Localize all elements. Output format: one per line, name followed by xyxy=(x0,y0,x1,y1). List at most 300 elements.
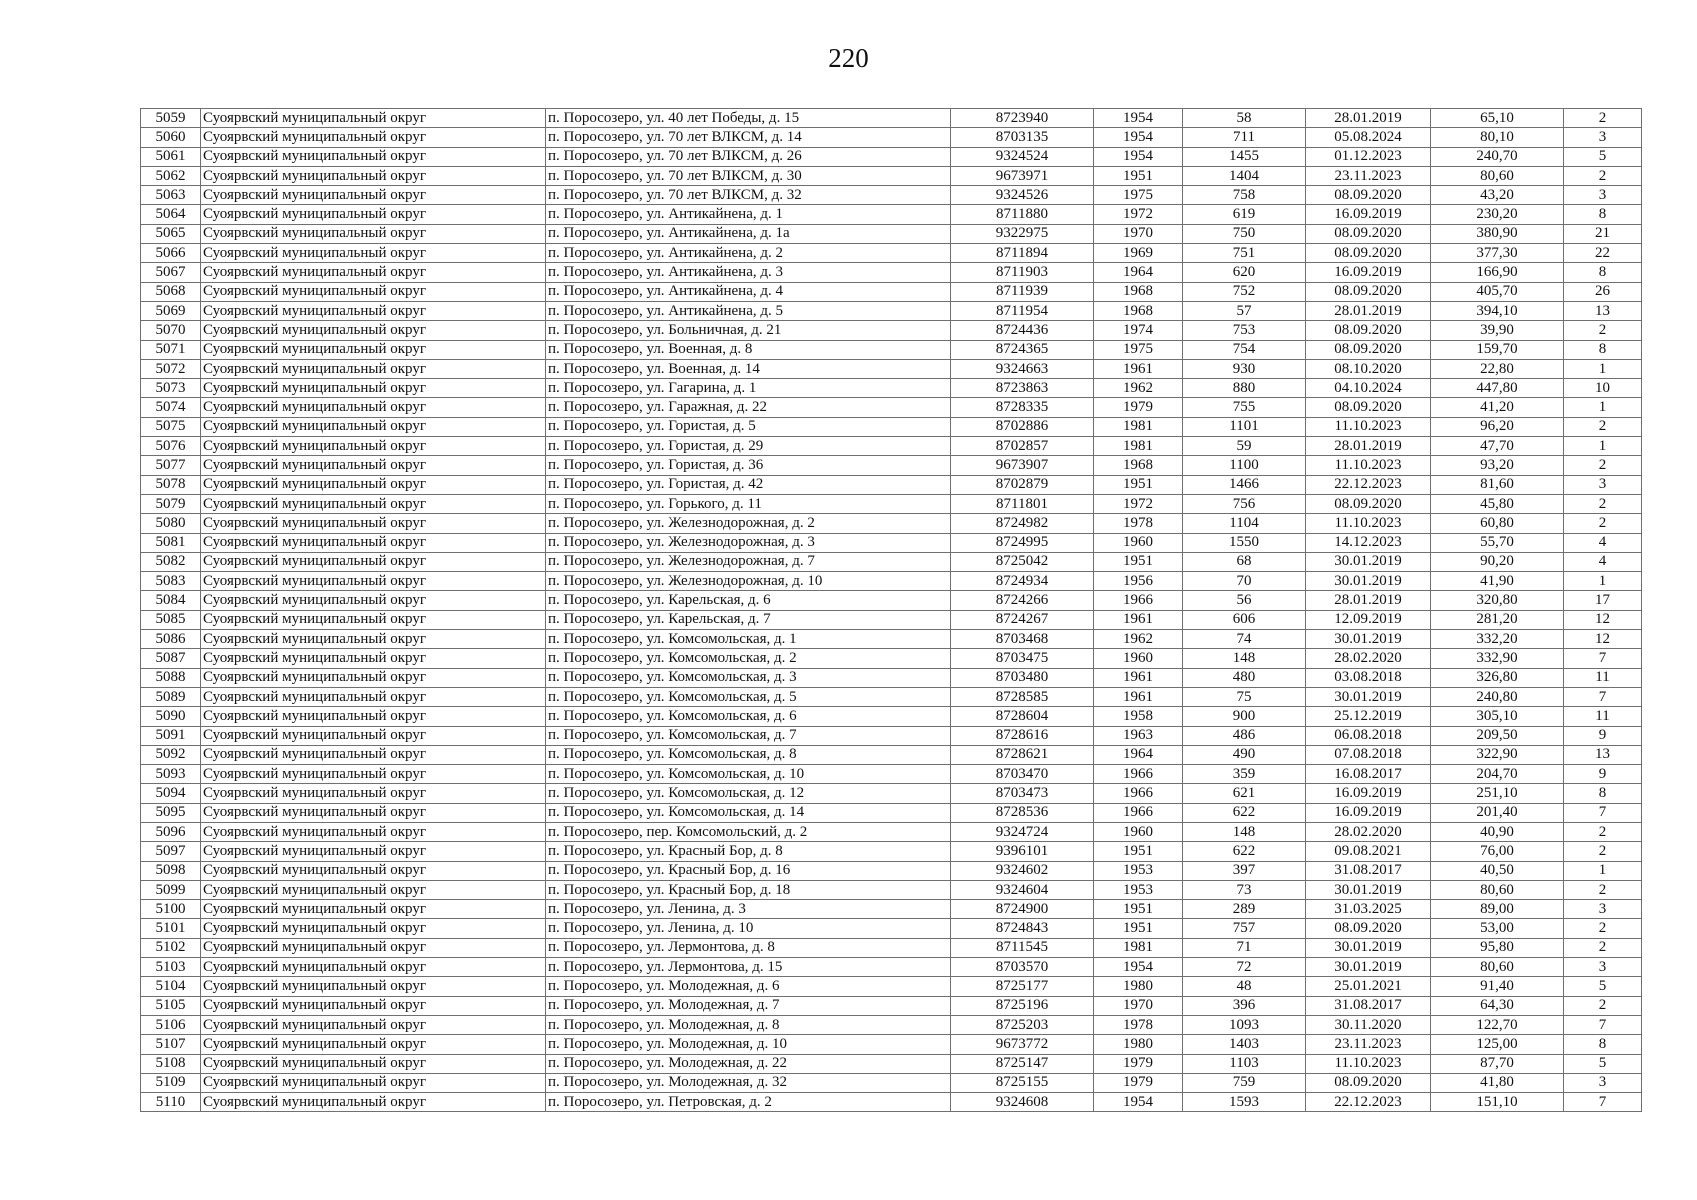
residents-cell: 13 xyxy=(1564,301,1642,320)
year-cell: 1958 xyxy=(1094,707,1183,726)
address-cell: п. Поросозеро, ул. Ленина, д. 10 xyxy=(546,919,951,938)
area-cell: 93,20 xyxy=(1431,456,1564,475)
date-cell: 23.11.2023 xyxy=(1306,1035,1431,1054)
residents-cell: 8 xyxy=(1564,784,1642,803)
area-cell: 405,70 xyxy=(1431,282,1564,301)
residents-cell: 13 xyxy=(1564,745,1642,764)
table-row xyxy=(141,147,1642,166)
date-cell: 16.09.2019 xyxy=(1306,263,1431,282)
year-cell: 1968 xyxy=(1094,456,1183,475)
date-cell: 28.02.2020 xyxy=(1306,822,1431,841)
district-cell: Суоярвский муниципальный округ xyxy=(201,533,546,552)
object-code-cell: 8703475 xyxy=(951,649,1094,668)
residents-cell: 3 xyxy=(1564,128,1642,147)
area-cell: 305,10 xyxy=(1431,707,1564,726)
year-cell: 1980 xyxy=(1094,977,1183,996)
document-number-cell: 1103 xyxy=(1183,1054,1306,1073)
residents-cell: 7 xyxy=(1564,1093,1642,1112)
row-number-cell: 5071 xyxy=(141,340,201,359)
year-cell: 1961 xyxy=(1094,610,1183,629)
district-cell: Суоярвский муниципальный округ xyxy=(201,514,546,533)
table-row xyxy=(141,745,1642,764)
table-row xyxy=(141,494,1642,513)
residents-cell: 26 xyxy=(1564,282,1642,301)
row-number-cell: 5069 xyxy=(141,301,201,320)
year-cell: 1951 xyxy=(1094,900,1183,919)
row-number-cell: 5108 xyxy=(141,1054,201,1073)
object-code-cell: 8711903 xyxy=(951,263,1094,282)
residents-cell: 2 xyxy=(1564,456,1642,475)
table-row xyxy=(141,437,1642,456)
row-number-cell: 5099 xyxy=(141,880,201,899)
table-row xyxy=(141,244,1642,263)
row-number-cell: 5080 xyxy=(141,514,201,533)
address-cell: п. Поросозеро, ул. Молодежная, д. 6 xyxy=(546,977,951,996)
table-row xyxy=(141,996,1642,1015)
document-number-cell: 56 xyxy=(1183,591,1306,610)
year-cell: 1979 xyxy=(1094,398,1183,417)
object-code-cell: 8724934 xyxy=(951,572,1094,591)
row-number-cell: 5059 xyxy=(141,109,201,128)
district-cell: Суоярвский муниципальный округ xyxy=(201,359,546,378)
area-cell: 80,10 xyxy=(1431,128,1564,147)
date-cell: 30.01.2019 xyxy=(1306,572,1431,591)
document-number-cell: 359 xyxy=(1183,765,1306,784)
district-cell: Суоярвский муниципальный округ xyxy=(201,301,546,320)
address-cell: п. Поросозеро, ул. Молодежная, д. 22 xyxy=(546,1054,951,1073)
table-row xyxy=(141,630,1642,649)
year-cell: 1964 xyxy=(1094,263,1183,282)
area-cell: 332,20 xyxy=(1431,630,1564,649)
table-row xyxy=(141,282,1642,301)
object-code-cell: 9324526 xyxy=(951,186,1094,205)
document-number-cell: 1093 xyxy=(1183,1015,1306,1034)
document-number-cell: 75 xyxy=(1183,687,1306,706)
year-cell: 1951 xyxy=(1094,552,1183,571)
object-code-cell: 8702879 xyxy=(951,475,1094,494)
area-cell: 65,10 xyxy=(1431,109,1564,128)
year-cell: 1954 xyxy=(1094,147,1183,166)
area-cell: 95,80 xyxy=(1431,938,1564,957)
year-cell: 1972 xyxy=(1094,205,1183,224)
object-code-cell: 8725155 xyxy=(951,1073,1094,1092)
document-number-cell: 755 xyxy=(1183,398,1306,417)
row-number-cell: 5072 xyxy=(141,359,201,378)
object-code-cell: 8725042 xyxy=(951,552,1094,571)
object-code-cell: 8703480 xyxy=(951,668,1094,687)
area-cell: 76,00 xyxy=(1431,842,1564,861)
address-cell: п. Поросозеро, ул. Комсомольская, д. 12 xyxy=(546,784,951,803)
object-code-cell: 8724365 xyxy=(951,340,1094,359)
year-cell: 1962 xyxy=(1094,379,1183,398)
document-number-cell: 622 xyxy=(1183,842,1306,861)
address-cell: п. Поросозеро, ул. 70 лет ВЛКСМ, д. 14 xyxy=(546,128,951,147)
document-number-cell: 750 xyxy=(1183,224,1306,243)
date-cell: 31.03.2025 xyxy=(1306,900,1431,919)
area-cell: 380,90 xyxy=(1431,224,1564,243)
area-cell: 209,50 xyxy=(1431,726,1564,745)
area-cell: 39,90 xyxy=(1431,321,1564,340)
residents-cell: 11 xyxy=(1564,707,1642,726)
object-code-cell: 8724266 xyxy=(951,591,1094,610)
date-cell: 30.01.2019 xyxy=(1306,880,1431,899)
residents-cell: 3 xyxy=(1564,900,1642,919)
address-cell: п. Поросозеро, ул. Военная, д. 14 xyxy=(546,359,951,378)
address-cell: п. Поросозеро, ул. Антикайнена, д. 4 xyxy=(546,282,951,301)
document-number-cell: 397 xyxy=(1183,861,1306,880)
address-cell: п. Поросозеро, ул. Комсомольская, д. 5 xyxy=(546,687,951,706)
document-number-cell: 757 xyxy=(1183,919,1306,938)
year-cell: 1981 xyxy=(1094,437,1183,456)
table-row xyxy=(141,1073,1642,1092)
table-row xyxy=(141,707,1642,726)
year-cell: 1954 xyxy=(1094,958,1183,977)
object-code-cell: 8724843 xyxy=(951,919,1094,938)
area-cell: 447,80 xyxy=(1431,379,1564,398)
district-cell: Суоярвский муниципальный округ xyxy=(201,109,546,128)
row-number-cell: 5062 xyxy=(141,166,201,185)
table-row xyxy=(141,301,1642,320)
district-cell: Суоярвский муниципальный округ xyxy=(201,1093,546,1112)
address-cell: п. Поросозеро, ул. Красный Бор, д. 18 xyxy=(546,880,951,899)
year-cell: 1968 xyxy=(1094,301,1183,320)
date-cell: 08.09.2020 xyxy=(1306,224,1431,243)
area-cell: 41,20 xyxy=(1431,398,1564,417)
residents-cell: 5 xyxy=(1564,147,1642,166)
district-cell: Суоярвский муниципальный округ xyxy=(201,822,546,841)
district-cell: Суоярвский муниципальный округ xyxy=(201,745,546,764)
residents-cell: 1 xyxy=(1564,861,1642,880)
residents-cell: 3 xyxy=(1564,186,1642,205)
district-cell: Суоярвский муниципальный округ xyxy=(201,880,546,899)
area-cell: 326,80 xyxy=(1431,668,1564,687)
year-cell: 1961 xyxy=(1094,668,1183,687)
table-row xyxy=(141,263,1642,282)
residents-cell: 21 xyxy=(1564,224,1642,243)
date-cell: 08.09.2020 xyxy=(1306,919,1431,938)
address-cell: п. Поросозеро, ул. Гористая, д. 5 xyxy=(546,417,951,436)
object-code-cell: 9673907 xyxy=(951,456,1094,475)
table-row xyxy=(141,186,1642,205)
address-cell: п. Поросозеро, ул. Комсомольская, д. 14 xyxy=(546,803,951,822)
table-row xyxy=(141,417,1642,436)
table-row xyxy=(141,784,1642,803)
date-cell: 08.09.2020 xyxy=(1306,1073,1431,1092)
row-number-cell: 5097 xyxy=(141,842,201,861)
district-cell: Суоярвский муниципальный округ xyxy=(201,147,546,166)
object-code-cell: 9324663 xyxy=(951,359,1094,378)
residents-cell: 2 xyxy=(1564,880,1642,899)
date-cell: 01.12.2023 xyxy=(1306,147,1431,166)
year-cell: 1966 xyxy=(1094,591,1183,610)
address-cell: п. Поросозеро, ул. Молодежная, д. 32 xyxy=(546,1073,951,1092)
object-code-cell: 8702886 xyxy=(951,417,1094,436)
table-row xyxy=(141,109,1642,128)
residents-cell: 8 xyxy=(1564,263,1642,282)
object-code-cell: 8728616 xyxy=(951,726,1094,745)
document-number-cell: 1550 xyxy=(1183,533,1306,552)
area-cell: 240,80 xyxy=(1431,687,1564,706)
district-cell: Суоярвский муниципальный округ xyxy=(201,572,546,591)
address-cell: п. Поросозеро, ул. 70 лет ВЛКСМ, д. 26 xyxy=(546,147,951,166)
date-cell: 06.08.2018 xyxy=(1306,726,1431,745)
district-cell: Суоярвский муниципальный округ xyxy=(201,128,546,147)
object-code-cell: 8711545 xyxy=(951,938,1094,957)
row-number-cell: 5070 xyxy=(141,321,201,340)
document-number-cell: 619 xyxy=(1183,205,1306,224)
address-cell: п. Поросозеро, ул. Железнодорожная, д. 10 xyxy=(546,572,951,591)
document-number-cell: 930 xyxy=(1183,359,1306,378)
row-number-cell: 5074 xyxy=(141,398,201,417)
residents-cell: 7 xyxy=(1564,803,1642,822)
document-number-cell: 711 xyxy=(1183,128,1306,147)
district-cell: Суоярвский муниципальный округ xyxy=(201,707,546,726)
row-number-cell: 5096 xyxy=(141,822,201,841)
address-cell: п. Поросозеро, ул. Антикайнена, д. 1а xyxy=(546,224,951,243)
address-cell: п. Поросозеро, ул. Военная, д. 8 xyxy=(546,340,951,359)
row-number-cell: 5089 xyxy=(141,687,201,706)
residents-cell: 1 xyxy=(1564,572,1642,591)
district-cell: Суоярвский муниципальный округ xyxy=(201,494,546,513)
date-cell: 11.10.2023 xyxy=(1306,417,1431,436)
object-code-cell: 8723863 xyxy=(951,379,1094,398)
object-code-cell: 9324604 xyxy=(951,880,1094,899)
address-cell: п. Поросозеро, ул. Комсомольская, д. 8 xyxy=(546,745,951,764)
row-number-cell: 5082 xyxy=(141,552,201,571)
residents-cell: 5 xyxy=(1564,977,1642,996)
year-cell: 1975 xyxy=(1094,340,1183,359)
table-row xyxy=(141,668,1642,687)
object-code-cell: 9673772 xyxy=(951,1035,1094,1054)
area-cell: 201,40 xyxy=(1431,803,1564,822)
date-cell: 22.12.2023 xyxy=(1306,475,1431,494)
date-cell: 16.09.2019 xyxy=(1306,803,1431,822)
document-number-cell: 480 xyxy=(1183,668,1306,687)
date-cell: 25.01.2021 xyxy=(1306,977,1431,996)
row-number-cell: 5076 xyxy=(141,437,201,456)
table-row xyxy=(141,398,1642,417)
year-cell: 1978 xyxy=(1094,1015,1183,1034)
residents-cell: 9 xyxy=(1564,765,1642,784)
date-cell: 08.09.2020 xyxy=(1306,321,1431,340)
year-cell: 1951 xyxy=(1094,919,1183,938)
district-cell: Суоярвский муниципальный округ xyxy=(201,379,546,398)
district-cell: Суоярвский муниципальный округ xyxy=(201,224,546,243)
year-cell: 1968 xyxy=(1094,282,1183,301)
year-cell: 1954 xyxy=(1094,109,1183,128)
document-number-cell: 70 xyxy=(1183,572,1306,591)
table-row xyxy=(141,456,1642,475)
row-number-cell: 5100 xyxy=(141,900,201,919)
object-code-cell: 8723940 xyxy=(951,109,1094,128)
table-row xyxy=(141,552,1642,571)
residents-cell: 7 xyxy=(1564,687,1642,706)
table-row xyxy=(141,359,1642,378)
document-number-cell: 289 xyxy=(1183,900,1306,919)
registry-table-body xyxy=(141,109,1642,1112)
table-row xyxy=(141,880,1642,899)
document-number-cell: 620 xyxy=(1183,263,1306,282)
residents-cell: 17 xyxy=(1564,591,1642,610)
row-number-cell: 5098 xyxy=(141,861,201,880)
year-cell: 1951 xyxy=(1094,475,1183,494)
address-cell: п. Поросозеро, ул. Лермонтова, д. 15 xyxy=(546,958,951,977)
area-cell: 281,20 xyxy=(1431,610,1564,629)
row-number-cell: 5091 xyxy=(141,726,201,745)
year-cell: 1963 xyxy=(1094,726,1183,745)
area-cell: 41,80 xyxy=(1431,1073,1564,1092)
date-cell: 30.01.2019 xyxy=(1306,958,1431,977)
document-number-cell: 486 xyxy=(1183,726,1306,745)
residents-cell: 2 xyxy=(1564,938,1642,957)
date-cell: 12.09.2019 xyxy=(1306,610,1431,629)
date-cell: 31.08.2017 xyxy=(1306,996,1431,1015)
date-cell: 28.01.2019 xyxy=(1306,301,1431,320)
area-cell: 80,60 xyxy=(1431,880,1564,899)
address-cell: п. Поросозеро, ул. 70 лет ВЛКСМ, д. 30 xyxy=(546,166,951,185)
table-row xyxy=(141,977,1642,996)
table-row xyxy=(141,321,1642,340)
table-row xyxy=(141,803,1642,822)
year-cell: 1981 xyxy=(1094,417,1183,436)
table-row xyxy=(141,938,1642,957)
residents-cell: 9 xyxy=(1564,726,1642,745)
table-row xyxy=(141,726,1642,745)
area-cell: 96,20 xyxy=(1431,417,1564,436)
object-code-cell: 8724900 xyxy=(951,900,1094,919)
table-row xyxy=(141,1035,1642,1054)
district-cell: Суоярвский муниципальный округ xyxy=(201,958,546,977)
address-cell: п. Поросозеро, ул. Петровская, д. 2 xyxy=(546,1093,951,1112)
year-cell: 1980 xyxy=(1094,1035,1183,1054)
object-code-cell: 8725203 xyxy=(951,1015,1094,1034)
residents-cell: 10 xyxy=(1564,379,1642,398)
year-cell: 1966 xyxy=(1094,803,1183,822)
area-cell: 45,80 xyxy=(1431,494,1564,513)
year-cell: 1961 xyxy=(1094,359,1183,378)
document-number-cell: 900 xyxy=(1183,707,1306,726)
row-number-cell: 5102 xyxy=(141,938,201,957)
date-cell: 16.09.2019 xyxy=(1306,205,1431,224)
district-cell: Суоярвский муниципальный округ xyxy=(201,630,546,649)
table-row xyxy=(141,687,1642,706)
table-row xyxy=(141,958,1642,977)
address-cell: п. Поросозеро, ул. Комсомольская, д. 3 xyxy=(546,668,951,687)
residents-cell: 3 xyxy=(1564,958,1642,977)
date-cell: 08.10.2020 xyxy=(1306,359,1431,378)
residents-cell: 2 xyxy=(1564,822,1642,841)
object-code-cell: 9324608 xyxy=(951,1093,1094,1112)
residents-cell: 8 xyxy=(1564,340,1642,359)
residents-cell: 22 xyxy=(1564,244,1642,263)
district-cell: Суоярвский муниципальный округ xyxy=(201,977,546,996)
district-cell: Суоярвский муниципальный округ xyxy=(201,437,546,456)
district-cell: Суоярвский муниципальный округ xyxy=(201,996,546,1015)
row-number-cell: 5087 xyxy=(141,649,201,668)
table-row xyxy=(141,514,1642,533)
date-cell: 05.08.2024 xyxy=(1306,128,1431,147)
residents-cell: 12 xyxy=(1564,630,1642,649)
district-cell: Суоярвский муниципальный округ xyxy=(201,321,546,340)
object-code-cell: 8724436 xyxy=(951,321,1094,340)
area-cell: 151,10 xyxy=(1431,1093,1564,1112)
area-cell: 125,00 xyxy=(1431,1035,1564,1054)
date-cell: 11.10.2023 xyxy=(1306,1054,1431,1073)
area-cell: 22,80 xyxy=(1431,359,1564,378)
document-number-cell: 622 xyxy=(1183,803,1306,822)
row-number-cell: 5101 xyxy=(141,919,201,938)
address-cell: п. Поросозеро, ул. Красный Бор, д. 16 xyxy=(546,861,951,880)
area-cell: 204,70 xyxy=(1431,765,1564,784)
residents-cell: 11 xyxy=(1564,668,1642,687)
object-code-cell: 8724982 xyxy=(951,514,1094,533)
area-cell: 60,80 xyxy=(1431,514,1564,533)
document-number-cell: 752 xyxy=(1183,282,1306,301)
date-cell: 16.08.2017 xyxy=(1306,765,1431,784)
district-cell: Суоярвский муниципальный округ xyxy=(201,244,546,263)
object-code-cell: 9324602 xyxy=(951,861,1094,880)
address-cell: п. Поросозеро, ул. Горького, д. 11 xyxy=(546,494,951,513)
table-row xyxy=(141,1054,1642,1073)
object-code-cell: 8711880 xyxy=(951,205,1094,224)
table-row xyxy=(141,900,1642,919)
district-cell: Суоярвский муниципальный округ xyxy=(201,417,546,436)
year-cell: 1970 xyxy=(1094,996,1183,1015)
address-cell: п. Поросозеро, ул. Молодежная, д. 10 xyxy=(546,1035,951,1054)
date-cell: 31.08.2017 xyxy=(1306,861,1431,880)
object-code-cell: 8728604 xyxy=(951,707,1094,726)
table-row xyxy=(141,166,1642,185)
object-code-cell: 8703468 xyxy=(951,630,1094,649)
area-cell: 90,20 xyxy=(1431,552,1564,571)
row-number-cell: 5092 xyxy=(141,745,201,764)
district-cell: Суоярвский муниципальный округ xyxy=(201,1054,546,1073)
row-number-cell: 5085 xyxy=(141,610,201,629)
address-cell: п. Поросозеро, ул. Гагарина, д. 1 xyxy=(546,379,951,398)
area-cell: 81,60 xyxy=(1431,475,1564,494)
district-cell: Суоярвский муниципальный округ xyxy=(201,687,546,706)
object-code-cell: 8728536 xyxy=(951,803,1094,822)
table-row xyxy=(141,475,1642,494)
year-cell: 1956 xyxy=(1094,572,1183,591)
document-number-cell: 758 xyxy=(1183,186,1306,205)
area-cell: 43,20 xyxy=(1431,186,1564,205)
row-number-cell: 5064 xyxy=(141,205,201,224)
date-cell: 03.08.2018 xyxy=(1306,668,1431,687)
date-cell: 30.11.2020 xyxy=(1306,1015,1431,1034)
date-cell: 14.12.2023 xyxy=(1306,533,1431,552)
year-cell: 1979 xyxy=(1094,1054,1183,1073)
date-cell: 28.01.2019 xyxy=(1306,109,1431,128)
year-cell: 1981 xyxy=(1094,938,1183,957)
district-cell: Суоярвский муниципальный округ xyxy=(201,765,546,784)
document-number-cell: 1101 xyxy=(1183,417,1306,436)
row-number-cell: 5081 xyxy=(141,533,201,552)
year-cell: 1969 xyxy=(1094,244,1183,263)
date-cell: 25.12.2019 xyxy=(1306,707,1431,726)
area-cell: 322,90 xyxy=(1431,745,1564,764)
area-cell: 53,00 xyxy=(1431,919,1564,938)
year-cell: 1960 xyxy=(1094,649,1183,668)
document-number-cell: 753 xyxy=(1183,321,1306,340)
address-cell: п. Поросозеро, ул. Карельская, д. 7 xyxy=(546,610,951,629)
district-cell: Суоярвский муниципальный округ xyxy=(201,610,546,629)
table-row xyxy=(141,591,1642,610)
row-number-cell: 5060 xyxy=(141,128,201,147)
address-cell: п. Поросозеро, ул. Молодежная, д. 8 xyxy=(546,1015,951,1034)
address-cell: п. Поросозеро, ул. 40 лет Победы, д. 15 xyxy=(546,109,951,128)
document-number-cell: 1455 xyxy=(1183,147,1306,166)
